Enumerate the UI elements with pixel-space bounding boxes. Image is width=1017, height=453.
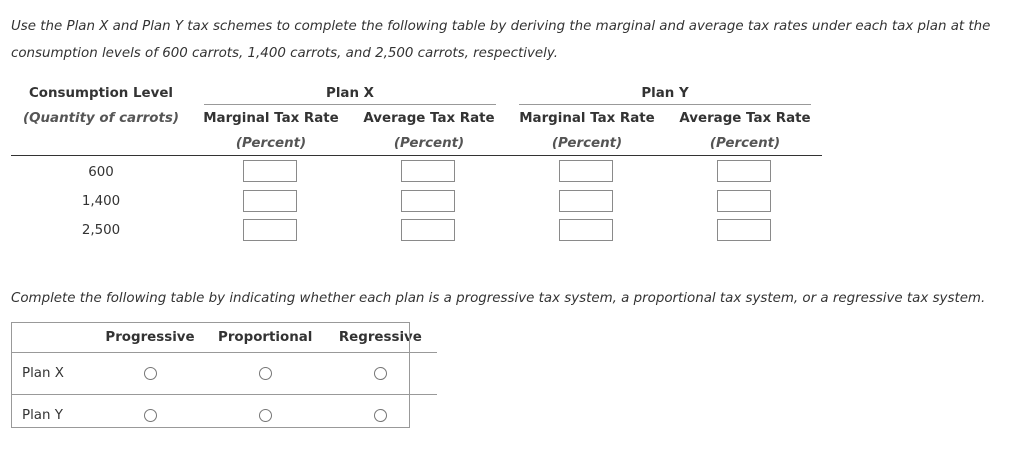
plan-y-progressive-radio[interactable]	[144, 409, 157, 422]
plan-x-header: Plan X	[326, 86, 374, 101]
plan-y-marginal-input-1400[interactable]	[559, 190, 613, 212]
plan-y-header: Plan Y	[641, 86, 689, 101]
instruction-text-3: Complete the following table by indicating whether each plan is a progressive tax system, a proportional tax system, or a regressive tax system.	[11, 291, 986, 306]
proportional-header: Proportional	[218, 329, 313, 345]
plan-x-row-label: Plan X	[11, 353, 93, 395]
plan-x-average-input-2500[interactable]	[401, 219, 455, 241]
plan-x-marginal-unit: (Percent)	[235, 136, 307, 151]
plan-y-marginal-header: Marginal Tax Rate	[519, 111, 655, 126]
plan-x-row	[11, 353, 437, 395]
tax-system-table	[11, 322, 437, 436]
plan-x-marginal-input-600[interactable]	[243, 160, 297, 182]
consumption-row-label: 1,400	[81, 194, 121, 209]
plan-y-average-input-1400[interactable]	[717, 190, 771, 212]
consumption-row-label: 600	[88, 165, 114, 180]
quantity-subheader: (Quantity of carrots)	[23, 111, 179, 126]
table-header-rule	[11, 155, 822, 156]
plan-x-average-unit: (Percent)	[393, 136, 465, 151]
plan-x-proportional-radio[interactable]	[259, 367, 272, 380]
instruction-text-2: consumption levels of 600 carrots, 1,400 carrots, and 2,500 carrots, respectively.	[11, 46, 558, 61]
plan-y-average-unit: (Percent)	[709, 136, 781, 151]
plan-x-average-input-600[interactable]	[401, 160, 455, 182]
plan-y-marginal-input-2500[interactable]	[559, 219, 613, 241]
progressive-header: Progressive	[105, 329, 195, 345]
plan-y-marginal-input-600[interactable]	[559, 160, 613, 182]
plan-x-marginal-header: Marginal Tax Rate	[203, 111, 339, 126]
plan-x-average-input-1400[interactable]	[401, 190, 455, 212]
regressive-header: Regressive	[338, 329, 422, 345]
plan-y-regressive-radio[interactable]	[374, 409, 387, 422]
plan-y-marginal-unit: (Percent)	[551, 136, 623, 151]
plan-x-regressive-radio[interactable]	[374, 367, 387, 380]
plan-x-average-header: Average Tax Rate	[363, 111, 495, 126]
plan-y-row-label: Plan Y	[11, 395, 93, 437]
plan-y-average-header: Average Tax Rate	[679, 111, 811, 126]
consumption-row-label: 2,500	[81, 223, 121, 238]
plan-y-proportional-radio[interactable]	[259, 409, 272, 422]
plan-x-progressive-radio[interactable]	[144, 367, 157, 380]
plan-x-marginal-input-1400[interactable]	[243, 190, 297, 212]
consumption-level-header: Consumption Level	[28, 86, 173, 101]
plan-x-marginal-input-2500[interactable]	[243, 219, 297, 241]
instruction-text-1: Use the Plan X and Plan Y tax schemes to complete the following table by deriving the marginal and average tax rates under each tax plan at the	[11, 19, 991, 34]
plan-x-header-rule	[204, 104, 496, 105]
plan-y-header-rule	[519, 104, 811, 105]
plan-y-average-input-2500[interactable]	[717, 219, 771, 241]
plan-y-average-input-600[interactable]	[717, 160, 771, 182]
row-label-header	[11, 322, 93, 353]
plan-y-row	[11, 395, 437, 437]
